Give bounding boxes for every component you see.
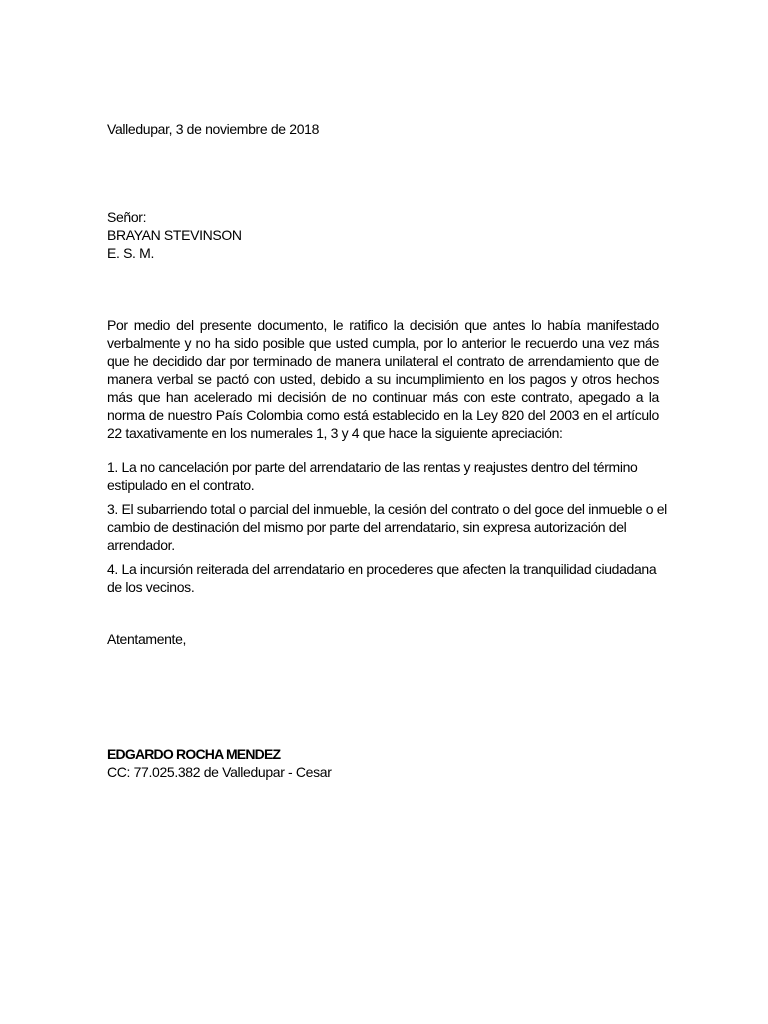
list-item: 4. La incursión reiterada del arrendatario en procederes que afecten la tranquilidad ciudadana de los vecinos. (107, 561, 657, 595)
recipient-salutation: Señor: (107, 209, 147, 225)
body-paragraph: Por medio del presente documento, le ratifico la decisión que antes lo había manifestado verbalmente y no ha sido posible que usted cumpla, por lo anterior le recuerdo una vez más que he decidido dar por terminado de manera unilateral el contrato de arrendamiento que de manera verbal se pactó con usted, debido a su incumplimiento en los pagos y otros hechos más que han acelerado mi decisión de no continuar más con este contrato, apegado a la norma de nuestro País Colombia como está establecido en la Ley 820 del 2003 en el artículo 22 taxativamente en los numerales 1, 3 y 4 que hace la siguiente apreciación: (107, 317, 659, 441)
list-item: 1. La no cancelación por parte del arrendatario de las rentas y reajustes dentro del término estipulado en el contrato. (107, 459, 638, 493)
closing-line: Atentamente, (107, 631, 187, 647)
recipient-name: BRAYAN STEVINSON (107, 227, 242, 243)
recipient-block (107, 208, 667, 262)
signer-name: EDGARDO ROCHA MENDEZ (107, 746, 281, 762)
signer-id: CC: 77.025.382 de Valledupar - Cesar (107, 764, 332, 780)
recipient-abbrev: E. S. M. (107, 245, 154, 261)
list-item: 3. El subarriendo total o parcial del inmueble, la cesión del contrato o del goce del inmueble o el cambio de destinación del mismo por parte del arrendatario, sin expresa autorización del arrendador. (107, 501, 667, 553)
signature-block (107, 745, 507, 781)
numbered-items (107, 458, 667, 602)
date-line: Valledupar, 3 de noviembre de 2018 (107, 121, 320, 137)
